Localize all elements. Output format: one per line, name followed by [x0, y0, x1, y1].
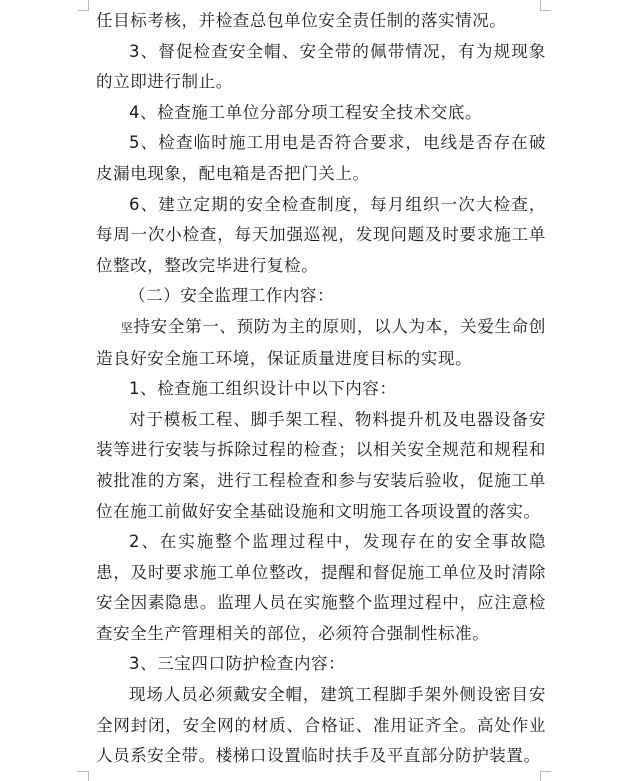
page-corner-mark-top-left [78, 0, 89, 11]
paragraph-subitem-1: 1、检查施工组织设计中以下内容： [129, 379, 397, 399]
paragraph-inspection-scope: 对于模板工程、脚手架工程、物料提升机及电器设备安装等进行安装与拆除过程的检查；以相关安全规范和规程和被批准的方案，进行工程检查和参与安装后验收，促施工单位在施工前做好安全基础设施和文明施工各项设置的落实。 [96, 409, 546, 521]
section-heading: （二）安全监理工作内容： [129, 286, 335, 306]
document-body[interactable] [96, 6, 546, 772]
paragraph-item-6: 6、建立定期的安全检查制度，每月组织一次大检查，每周一次小检查，每天加强巡视，发现问题及时要求施工单位整改，整改完毕进行复检。 [96, 194, 546, 275]
paragraph-protection-details: 现场人员必须戴安全帽，建筑工程脚手架外侧设密目安全网封闭，安全网的材质、合格证、准用证齐全。高处作业人员系安全带。楼梯口设置临时扶手及平直部分防护装置。 [96, 685, 546, 766]
paragraph-continuation: 任目标考核，并检查总包单位安全责任制的落实情况。 [96, 11, 507, 30]
paragraph-subitem-2: 2、在实施整个监理过程中，发现存在的安全事故隐患，及时要求施工单位整改，提醒和督促施工单位及时清除安全因素隐患。监理人员在实施整个监理过程中，应注意检查安全生产管理相关的部位，必须符合强制性标准。 [96, 532, 546, 643]
paragraph-principle: 坚持安全第一、预防为主的原则，以人为本，关爱生命创造良好安全施工环境，保证质量进度目标的实现。 [96, 316, 546, 368]
page-corner-mark-bottom-left [78, 771, 89, 781]
paragraph-item-4: 4、检查施工单位分部分项工程安全技术交底。 [129, 102, 483, 122]
paragraph-item-5: 5、检查临时施工用电是否符合要求，电线是否存在破皮漏电现象，配电箱是否把门关上。 [96, 133, 546, 183]
paragraph-item-3: 3、督促检查安全帽、安全带的佩带情况，有为规现象的立即进行制止。 [96, 41, 546, 92]
paragraph-subitem-3: 3、三宝四口防护检查内容： [129, 654, 346, 674]
page-corner-mark-bottom-right [540, 771, 551, 781]
